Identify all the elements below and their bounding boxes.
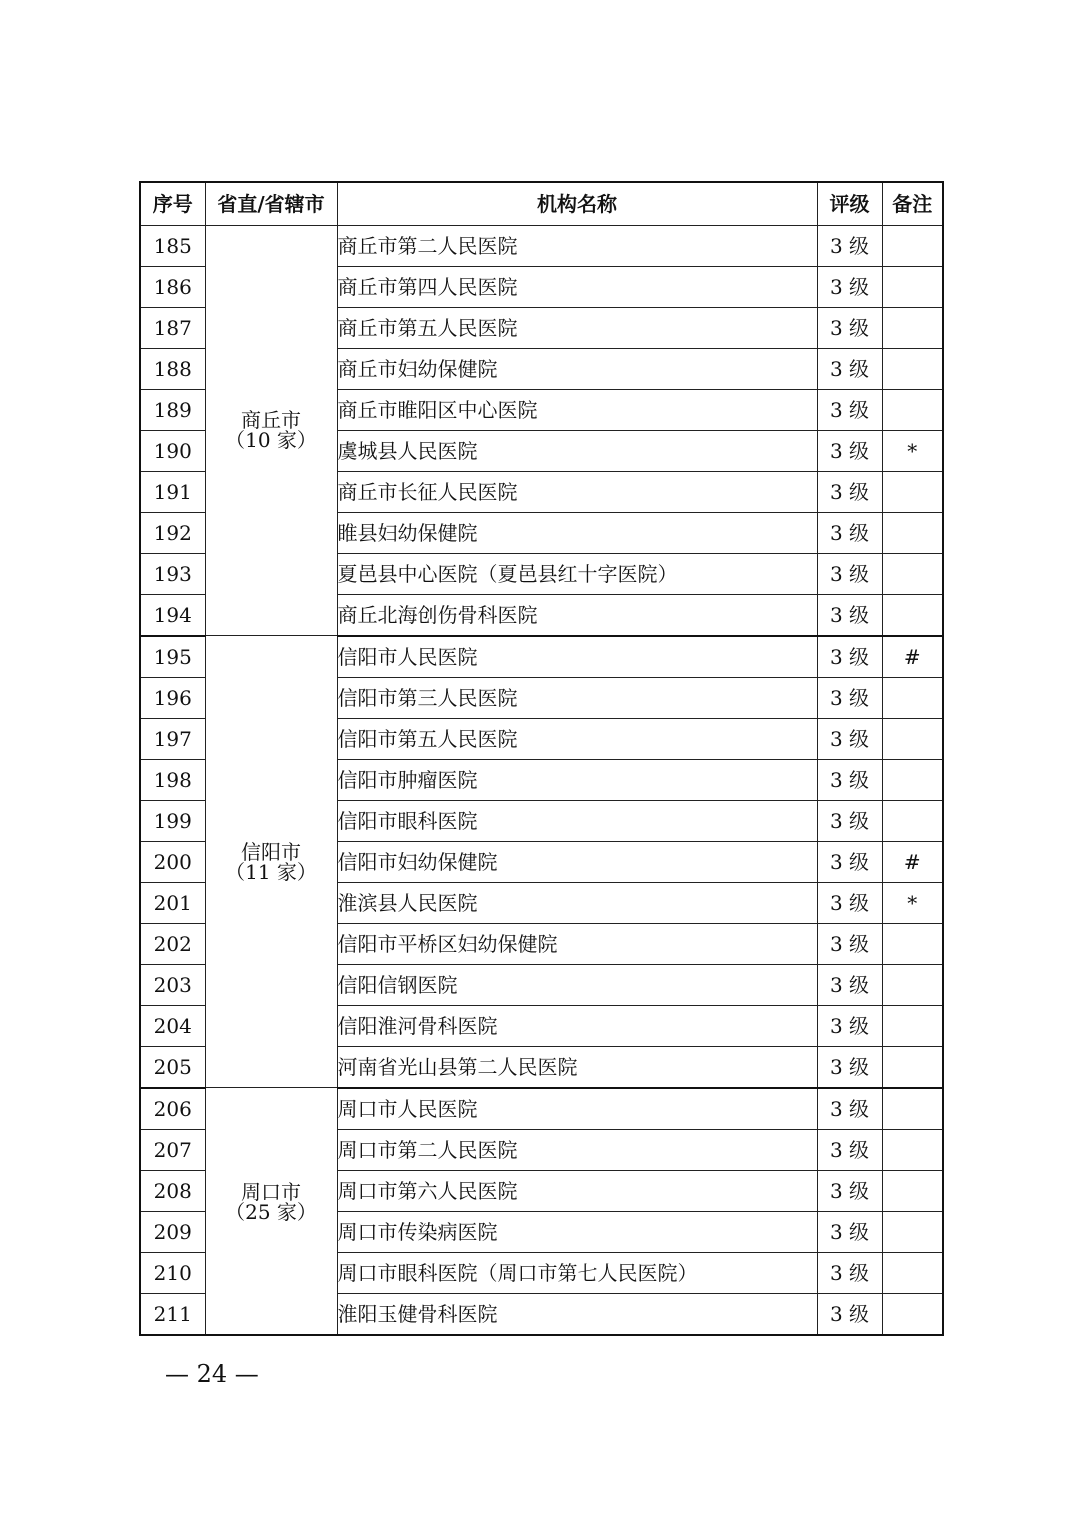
note: * <box>882 883 943 924</box>
note <box>882 1129 943 1170</box>
grade: 3 级 <box>817 513 882 554</box>
institution-name: 夏邑县中心医院（夏邑县红十字医院） <box>337 554 817 595</box>
row-number: 201 <box>140 883 205 924</box>
grade: 3 级 <box>817 1006 882 1047</box>
grade: 3 级 <box>817 1088 882 1129</box>
grade: 3 级 <box>817 924 882 965</box>
grade: 3 级 <box>817 225 882 266</box>
grade: 3 级 <box>817 718 882 759</box>
row-number: 191 <box>140 472 205 513</box>
row-number: 200 <box>140 841 205 882</box>
note <box>882 225 943 266</box>
grade: 3 级 <box>817 307 882 348</box>
institution-name: 周口市传染病医院 <box>337 1211 817 1252</box>
region-name: 信阳市 <box>241 839 301 864</box>
institution-name: 信阳淮河骨科医院 <box>337 1006 817 1047</box>
grade: 3 级 <box>817 266 882 307</box>
institution-name: 信阳市眼科医院 <box>337 800 817 841</box>
note <box>882 1047 943 1088</box>
header-region: 省直/省辖市 <box>205 182 337 225</box>
note <box>882 1211 943 1252</box>
institution-name: 信阳市肿瘤医院 <box>337 759 817 800</box>
institution-name: 周口市人民医院 <box>337 1088 817 1129</box>
note <box>882 1088 943 1129</box>
institution-name: 信阳市妇幼保健院 <box>337 841 817 882</box>
institution-name: 商丘市第四人民医院 <box>337 266 817 307</box>
note <box>882 348 943 389</box>
row-number: 202 <box>140 924 205 965</box>
institution-name: 虞城县人民医院 <box>337 430 817 471</box>
row-number: 208 <box>140 1170 205 1211</box>
row-number: 185 <box>140 225 205 266</box>
note <box>882 677 943 718</box>
institution-name: 信阳市人民医院 <box>337 636 817 677</box>
note <box>882 513 943 554</box>
institution-name: 周口市第二人民医院 <box>337 1129 817 1170</box>
table-row <box>140 1088 943 1129</box>
grade: 3 级 <box>817 348 882 389</box>
row-number: 197 <box>140 718 205 759</box>
note <box>882 554 943 595</box>
page-number: — 24 — <box>165 1360 259 1388</box>
institution-name: 信阳市第三人民医院 <box>337 677 817 718</box>
row-number: 205 <box>140 1047 205 1088</box>
table-body <box>140 225 943 1335</box>
grade: 3 级 <box>817 841 882 882</box>
region-name: 周口市 <box>241 1180 301 1205</box>
institution-name: 信阳市平桥区妇幼保健院 <box>337 924 817 965</box>
grade: 3 级 <box>817 554 882 595</box>
grade: 3 级 <box>817 430 882 471</box>
note <box>882 595 943 636</box>
region-cell <box>205 1088 337 1335</box>
grade: 3 级 <box>817 389 882 430</box>
row-number: 198 <box>140 759 205 800</box>
institution-name: 商丘市第二人民医院 <box>337 225 817 266</box>
grade: 3 级 <box>817 1170 882 1211</box>
institution-name: 商丘市第五人民医院 <box>337 307 817 348</box>
institution-name: 淮阳玉健骨科医院 <box>337 1293 817 1334</box>
hospital-table <box>139 181 944 1336</box>
note: # <box>882 841 943 882</box>
note <box>882 965 943 1006</box>
institution-name: 商丘市睢阳区中心医院 <box>337 389 817 430</box>
region-count: （11 家） <box>225 859 317 884</box>
header-grade: 评级 <box>817 182 882 225</box>
row-number: 193 <box>140 554 205 595</box>
grade: 3 级 <box>817 800 882 841</box>
table-row <box>140 636 943 677</box>
grade: 3 级 <box>817 759 882 800</box>
row-number: 188 <box>140 348 205 389</box>
grade: 3 级 <box>817 1129 882 1170</box>
institution-name: 商丘北海创伤骨科医院 <box>337 595 817 636</box>
note <box>882 924 943 965</box>
row-number: 207 <box>140 1129 205 1170</box>
grade: 3 级 <box>817 965 882 1006</box>
note <box>882 759 943 800</box>
header-institution: 机构名称 <box>337 182 817 225</box>
note <box>882 1006 943 1047</box>
institution-name: 睢县妇幼保健院 <box>337 513 817 554</box>
header-note: 备注 <box>882 182 943 225</box>
row-number: 189 <box>140 389 205 430</box>
row-number: 194 <box>140 595 205 636</box>
region-cell <box>205 225 337 636</box>
institution-name: 淮滨县人民医院 <box>337 883 817 924</box>
institution-name: 周口市第六人民医院 <box>337 1170 817 1211</box>
region-name: 商丘市 <box>241 408 301 433</box>
row-number: 210 <box>140 1252 205 1293</box>
grade: 3 级 <box>817 1211 882 1252</box>
row-number: 206 <box>140 1088 205 1129</box>
grade: 3 级 <box>817 595 882 636</box>
note <box>882 800 943 841</box>
table-row <box>140 225 943 266</box>
institution-name: 河南省光山县第二人民医院 <box>337 1047 817 1088</box>
note <box>882 1293 943 1334</box>
note <box>882 472 943 513</box>
row-number: 195 <box>140 636 205 677</box>
header-number: 序号 <box>140 182 205 225</box>
note <box>882 307 943 348</box>
grade: 3 级 <box>817 677 882 718</box>
region-count: （10 家） <box>225 428 317 453</box>
grade: 3 级 <box>817 1293 882 1334</box>
row-number: 211 <box>140 1293 205 1334</box>
institution-name: 信阳信钢医院 <box>337 965 817 1006</box>
grade: 3 级 <box>817 883 882 924</box>
row-number: 199 <box>140 800 205 841</box>
grade: 3 级 <box>817 636 882 677</box>
row-number: 209 <box>140 1211 205 1252</box>
institution-name: 商丘市妇幼保健院 <box>337 348 817 389</box>
grade: 3 级 <box>817 1047 882 1088</box>
row-number: 186 <box>140 266 205 307</box>
region-count: （25 家） <box>225 1200 317 1225</box>
region-cell <box>205 636 337 1088</box>
note <box>882 389 943 430</box>
row-number: 203 <box>140 965 205 1006</box>
row-number: 196 <box>140 677 205 718</box>
note <box>882 718 943 759</box>
row-number: 187 <box>140 307 205 348</box>
grade: 3 级 <box>817 1252 882 1293</box>
note <box>882 1170 943 1211</box>
note <box>882 266 943 307</box>
note: * <box>882 430 943 471</box>
note: # <box>882 636 943 677</box>
grade: 3 级 <box>817 472 882 513</box>
note <box>882 1252 943 1293</box>
institution-name: 商丘市长征人民医院 <box>337 472 817 513</box>
institution-name: 信阳市第五人民医院 <box>337 718 817 759</box>
row-number: 192 <box>140 513 205 554</box>
institution-name: 周口市眼科医院（周口市第七人民医院） <box>337 1252 817 1293</box>
row-number: 204 <box>140 1006 205 1047</box>
row-number: 190 <box>140 430 205 471</box>
header-row <box>140 182 943 225</box>
